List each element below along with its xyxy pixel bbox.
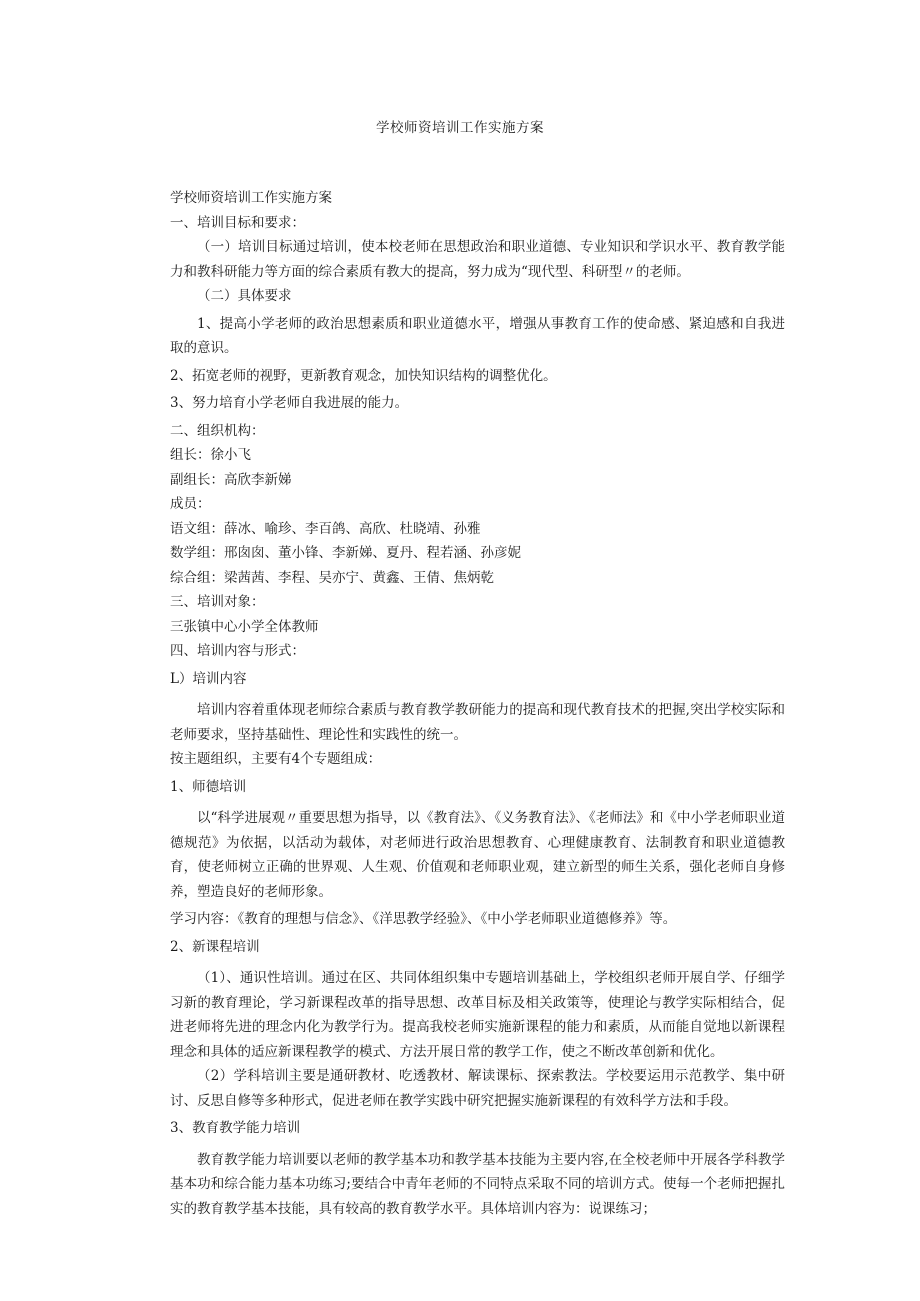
section-3-heading: 三、培训对象： — [170, 594, 265, 610]
section-1-requirements-heading: （二）具体要求 — [197, 288, 292, 304]
requirement-3: 3、努力培育小学老师自我进展的能力。 — [170, 395, 409, 411]
topic-2-heading: 2、新课程培训 — [170, 938, 260, 955]
chinese-group: 语文组：薛冰、喻珍、李百鸽、高欣、杜晓靖、孙雅 — [170, 520, 481, 537]
topic-2-paragraph-1: （1）、通识性培训。通过在区、共同体组织集中专题培训基础上，学校组织老师开展自学、仔细学习新的教育理论，学习新课程改革的指导思想、改革目标及相关政策等，使理论与教学实际相结合，促进老师将先进的理念内化为教学行为。提高我校老师实施新课程的能力和素质，从而能自觉地以新课程理念和具体的适应新课程教学的模式、方法开展日常的教学工作，使之不断改革创新和优化。 — [170, 970, 785, 1060]
group-members-label: 成员： — [170, 496, 211, 512]
topic-3-paragraph: 教育教学能力培训要以老师的教学基本功和教学基本技能为主要内容,在全校老师中开展各学科教学基本功和综合能力基本功练习;要结合中青年老师的不同特点采取不同的培训方式。使每一个老师把握扎实的教育教学基本技能，具有较高的教育教学水平。具体培训内容为：说课练习； — [170, 1151, 785, 1217]
topics-intro: 按主题组织，主要有4个专题组成： — [170, 751, 382, 767]
math-group: 数学组：邢囱囱、董小锋、李新娣、夏丹、程若涵、孙彦妮 — [170, 545, 521, 561]
training-target: 三张镇中心小学全体教师 — [170, 618, 319, 635]
training-content-paragraph: 培训内容着重体现老师综合素质与教育教学教研能力的提高和现代教育技术的把握,突出学校实际和老师要求，坚持基础性、理论性和实践性的统一。 — [170, 702, 785, 743]
topic-2-paragraph-2: （2）学科培训主要是通研教材、吃透教材、解读课标、探索教法。学校要运用示范教学、集中研讨、反思自修等多种形式，促进老师在教学实践中研究把握实施新课程的有效科学方法和手段。 — [170, 1068, 785, 1109]
training-content-heading: L）培训内容 — [170, 670, 247, 687]
requirement-1: 1、提高小学老师的政治思想素质和职业道德水平，增强从事教育工作的使命感、紧迫感和自我进取的意识。 — [170, 315, 785, 356]
group-leader: 组长：徐小飞 — [170, 447, 251, 463]
topic-3-heading: 3、教育教学能力培训 — [170, 1120, 301, 1136]
general-group: 综合组：梁茜茜、李程、吴亦宁、黄鑫、王倩、焦炳乾 — [170, 569, 494, 586]
section-4-heading: 四、培训内容与形式： — [170, 643, 305, 659]
topic-1-study: 学习内容：《教育的理想与信念》、《洋思教学经验》、《中小学老师职业道德修养》等。 — [170, 911, 677, 927]
topic-1-paragraph: 以“科学进展观〃重要思想为指导，以《教育法》、《义务教育法》、《老师法》和《中小学老师职业道德规范》为依据，以活动为载体，对老师进行政治思想教育、心理健康教育、法制教育和职业道德教育，使老师树立正确的世界观、人生观、价值观和老师职业观，建立新型的师生关系，强化老师自身修养，塑造良好的老师形象。 — [170, 810, 785, 900]
topic-1-heading: 1、师德培训 — [170, 778, 247, 795]
group-vice-leader: 副组长：高欣李新娣 — [170, 471, 292, 488]
requirement-2: 2、拓宽老师的视野，更新教育观念，加快知识结构的调整优化。 — [170, 367, 557, 384]
body-heading: 学校师资培训工作实施方案 — [170, 190, 332, 206]
section-1-heading: 一、培训目标和要求： — [170, 214, 305, 231]
section-1-goal: （一）培训目标通过培训，使本校老师在思想政治和职业道德、专业知识和学识水平、教育教学能力和教科研能力等方面的综合素质有教大的提高，努力成为“现代型、科研型〃的老师。 — [170, 239, 785, 280]
document-body — [170, 186, 785, 1221]
document-title: 学校师资培训工作实施方案 — [376, 120, 544, 136]
section-2-heading: 二、组织机构： — [170, 422, 265, 439]
